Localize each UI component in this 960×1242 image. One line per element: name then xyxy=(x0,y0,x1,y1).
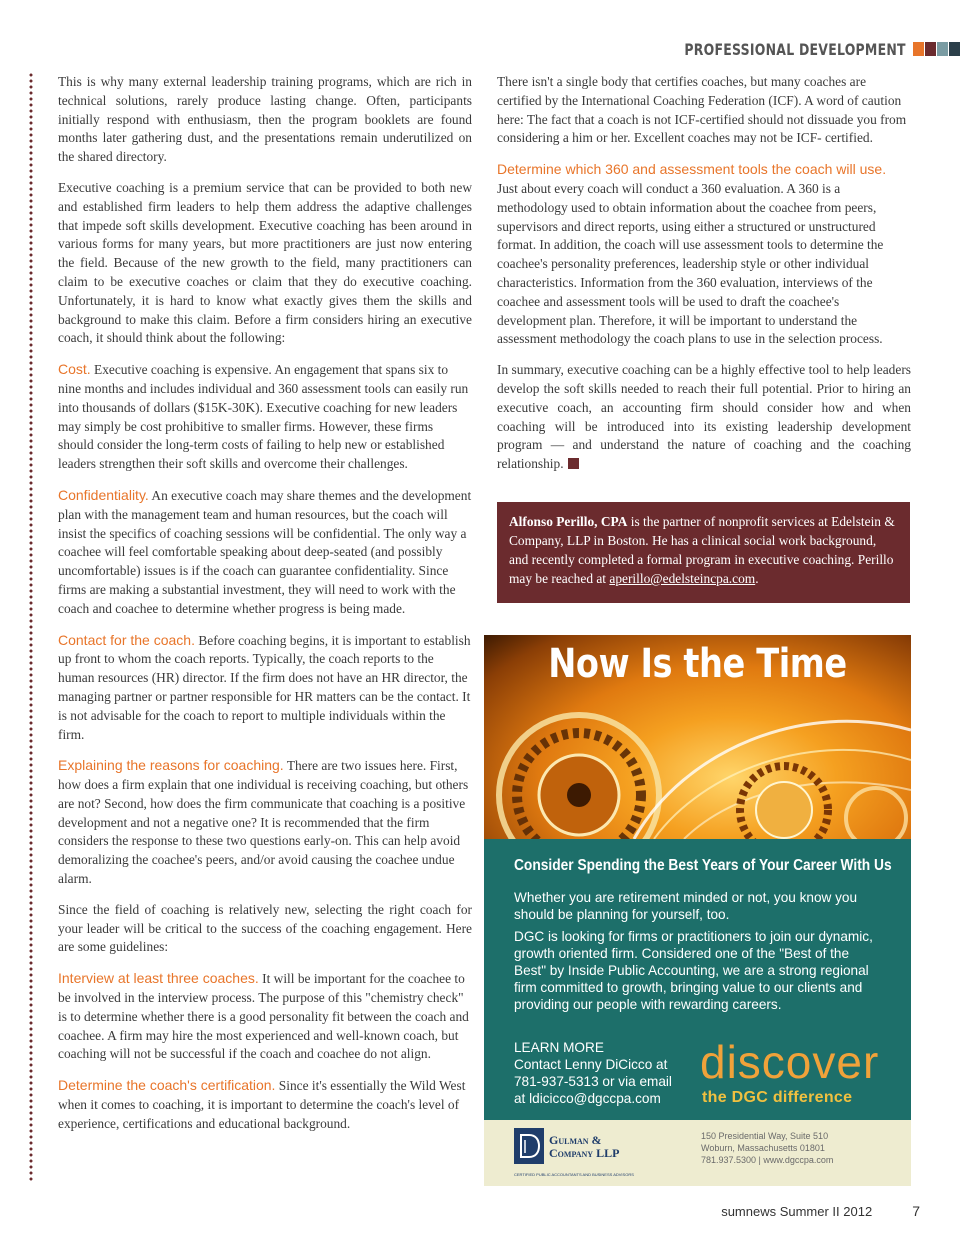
address-line: Woburn, Massachusetts 01801 xyxy=(701,1143,825,1153)
learn-more-label: LEARN MORE xyxy=(514,1040,604,1055)
decorative-dot-rule xyxy=(28,72,34,1182)
heading-cost: Cost. xyxy=(58,361,91,378)
paragraph-cost xyxy=(58,360,472,474)
body-interview: It will be important for the coachee to be involved in the interview process. The purpose of this "chemistry check" is to determine whether there is a good personality fit between the coach and coachee. A firm may hire the most experienced and well-known coach, but coaching will not be successful if the coach and coachee do not align. xyxy=(58,971,469,1062)
color-bar-grey xyxy=(937,42,948,56)
contact-line: Contact Lenny DiCicco at xyxy=(514,1057,668,1072)
ad-title: Now Is the Time xyxy=(548,641,847,687)
author-bio-box xyxy=(497,502,910,603)
ad-heading: Consider Spending the Best Years of Your Career With Us xyxy=(514,857,892,874)
article-column-right xyxy=(497,73,911,486)
ad-contact-block xyxy=(514,1039,704,1107)
contact-line: 781-937-5313 or via email xyxy=(514,1074,672,1089)
section-header xyxy=(622,38,960,60)
address-line: 150 Presidential Way, Suite 510 xyxy=(701,1131,829,1141)
ad-body xyxy=(484,839,911,1120)
body-confidentiality: An executive coach may share themes and the development plan with the management team and human resources, but the coach will insist the specifics of coaching sessions will be confidential. The only way a coachee will feel comfortable speaking about deep-seated (and possibly uncomfortable) issues is if the coach can guarantee confidentiality. Since firms are making a substantial investment, they will need to work with the coach and coachee to determine whether progress is being made. xyxy=(58,487,472,616)
author-name: Alfonso Perillo, CPA xyxy=(509,514,628,529)
paragraph-contact xyxy=(58,631,472,745)
body-cost: Executive coaching is expensive. An engagement that spans six to nine months and includes individual and 360 assessment tools can easily run into thousands of dollars ($15K-30K). Executive coaching for new leaders may simply be cost prohibitive to smaller firms. However, these firms should consider the long-term costs of failing to help new or established leaders strengthen their soft skills and overcome their challenges. xyxy=(58,362,469,472)
author-email-link[interactable]: aperillo@edelsteincpa.com xyxy=(609,571,756,586)
heading-interview: Interview at least three coaches. xyxy=(58,970,259,987)
company-address xyxy=(701,1130,833,1166)
company-logo-name xyxy=(549,1134,619,1160)
contact-email: at ldicicco@dgccpa.com xyxy=(514,1091,661,1106)
body-explaining: There are two issues here. First, how does a firm explain that one individual is receiving coaching, but others are not? Second, how does the firm communicate that coaching is a positive development and not a negative one? It is recommended that the firm considers the response to these two questions early-on. This can help avoid demoralizing the coachee's peers, and/or avoid causing the coachee undue alarm. xyxy=(58,758,469,887)
paragraph-certification xyxy=(58,1076,472,1133)
logo-name-line: Gulman & xyxy=(549,1133,602,1147)
logo-name-line: Company LLP xyxy=(549,1146,620,1160)
paragraph-explaining xyxy=(58,756,472,889)
paragraph-confidentiality xyxy=(58,486,472,619)
paragraph: This is why many external leadership training programs, which are rich in technical solutions, rarely produce lasting change. Often, participants initially respond with enthusiasm, then the program booklets are found months later gathering dust, and the presentations remain underutilized on the shared directory. xyxy=(58,74,472,165)
dgc-advertisement xyxy=(484,635,911,1186)
header-color-bars xyxy=(912,42,960,56)
body-certification: Since it's essentially the Wild West when it comes to coaching, it is important to determine the coach's level of experience, certifications and educational background. xyxy=(58,1078,466,1131)
clockwork-gears-illustration xyxy=(484,690,911,839)
paragraph: Since the field of coaching is relatively new, selecting the right coach for your leader will be critical to the success of the coaching engagement. Here are some guidelines: xyxy=(58,901,472,955)
page-number: 7 xyxy=(912,1203,920,1219)
page-footer xyxy=(721,1203,920,1219)
address-line: 781.937.5300 | www.dgccpa.com xyxy=(701,1155,834,1165)
section-title: PROFESSIONAL DEVELOPMENT xyxy=(684,39,906,59)
paragraph: There isn't a single body that certifies coaches, but many coaches are certified by the International Coaching Federation (ICF). A word of caution here: The fact that a coach is not ICF-certified should not dissuade you from considering a him or her. Excellent coaches may not be ICF- certified. xyxy=(497,74,907,146)
paragraph-tools xyxy=(497,160,911,349)
summary-text: In summary, executive coaching can be a highly effective tool to help leaders develop the soft skills needed to reach their full potential. Prior to hiring an executive coach, an accounting firm should consider how and when coaching will be introduced into its existing leadership development program — and understand the nature of coaching and the coaching relationship. xyxy=(497,362,911,472)
discover-wordmark: discover xyxy=(700,1036,880,1088)
ad-hero xyxy=(484,635,911,839)
bio-end: . xyxy=(755,571,759,586)
color-bar-maroon xyxy=(925,42,936,56)
author-bio-text: is the partner of nonprofit services at Edelstein & Company, LLP in Boston. He has a clinical social work background, and recently completed a formal program in executive coaching. Perillo may be reached at xyxy=(509,514,895,586)
publication-label: sumnews Summer II 2012 xyxy=(721,1204,873,1219)
gulman-logo-icon xyxy=(514,1128,544,1164)
heading-confidentiality: Confidentiality. xyxy=(58,486,149,503)
color-bar-dark xyxy=(949,42,960,56)
ad-paragraph: DGC is looking for firms or practitioners to join our dynamic, growth oriented firm. Considered one of the "Best of the Best" by Inside Public Accounting, we are a strong regional firm committed to growth, bringing value to our clients and providing our people with rewarding careers. xyxy=(514,929,873,1012)
paragraph-summary xyxy=(497,361,911,474)
body-contact: Before coaching begins, it is important to establish up front to whom the coach reports. Typically, the coach reports to the human resources (HR) director. If the firm does not have an HR director, the managing partner or partner responsible for HR matters can be the contact. It is not advisable for the coach to report to multiple individuals within the firm. xyxy=(58,632,471,742)
heading-certification: Determine the coach's certification. xyxy=(58,1077,276,1094)
heading-explaining: Explaining the reasons for coaching. xyxy=(58,757,284,774)
logo-tagline: CERTIFIED PUBLIC ACCOUNTANTS AND BUSINESS ADVISORS xyxy=(514,1172,634,1177)
heading-tools: Determine which 360 and assessment tools the coach will use. xyxy=(497,161,887,178)
ad-footer xyxy=(484,1120,911,1186)
heading-contact: Contact for the coach. xyxy=(58,631,195,648)
end-mark-icon xyxy=(568,458,579,469)
article-column-left xyxy=(58,73,472,1146)
ad-paragraph: Whether you are retirement minded or not, you know you should be planning for yourself, too. xyxy=(514,890,858,922)
paragraph-interview xyxy=(58,969,472,1064)
paragraph: Executive coaching is a premium service that can be provided to both new and established firm leaders to help them address the adaptive challenges that impede soft skills development. Executive coaching has been around in various forms for many years, but more practitioners are just now entering the field. Because of the new growth to the field, many practitioners can claim to be executive coaches or claim that they do executive coaching. Unfortunately, it is hard to know what exactly gives them the skills and background to make this claim. Before a firm considers hiring an executive coach, it should think about the following: xyxy=(58,179,472,346)
discover-subtitle: the DGC difference xyxy=(702,1089,853,1106)
body-tools: Just about every coach will conduct a 360 evaluation. A 360 is a methodology used to obtain information about the coachee from peers, supervisors and direct reports, using either a structured or unstructured format. In addition, the coach will use assessment tools to determine the coachee's personality preferences, leadership style or other individual characteristics. Information from the 360 evaluation, interviews of the coachee and assessment tools will be used to draft the coachee's development plan. Therefore, it will be important to understand the assessment methodology the coach plans to use in the selection process. xyxy=(497,180,884,347)
color-bar-orange xyxy=(913,42,924,56)
